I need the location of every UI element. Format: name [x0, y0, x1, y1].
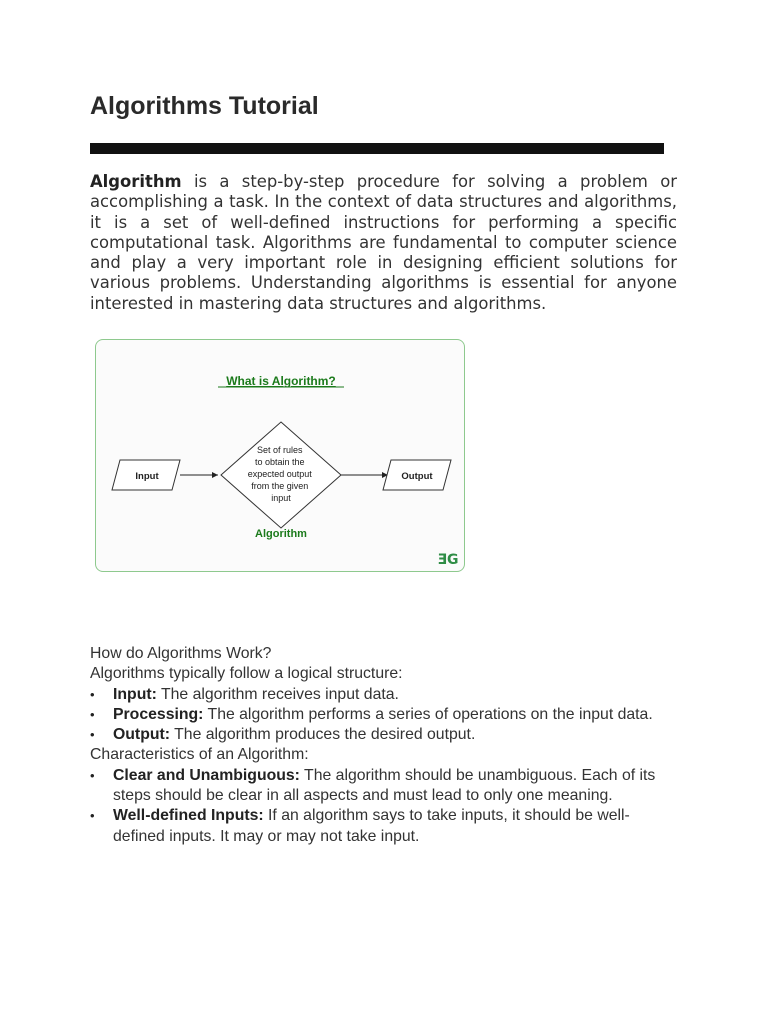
- diamond-line: expected output: [247, 469, 312, 479]
- list-item: [90, 725, 680, 745]
- gfg-logo-icon: ƎG: [437, 552, 459, 568]
- characteristic-text: The algorithm should be unambiguous. Each of its steps should be clear in all aspects and must lead to only one meaning.: [113, 766, 656, 805]
- input-label: Input: [135, 471, 159, 482]
- algorithm-diagram: [95, 339, 465, 572]
- characteristic-text: If an algorithm says to take inputs, it should be well-defined inputs. It may or may not take input.: [113, 807, 630, 845]
- intro-term: Algorithm: [90, 172, 182, 191]
- diamond-line: to obtain the: [254, 457, 305, 467]
- diamond-line: from the given: [251, 481, 309, 491]
- characteristic-label: Well-defined Inputs:: [113, 807, 264, 825]
- intro-paragraph: [90, 172, 677, 314]
- step-text: The algorithm produces the desired output.: [170, 726, 476, 744]
- diagram-caption: Algorithm: [255, 528, 307, 540]
- list-item: [90, 685, 680, 705]
- step-label: Processing:: [113, 705, 204, 723]
- list-item: [90, 766, 680, 807]
- how-heading: How do Algorithms Work?: [90, 645, 272, 662]
- list-item: [90, 806, 680, 847]
- step-label: Input:: [113, 685, 157, 703]
- title-divider: [90, 143, 664, 154]
- diamond-line: input: [271, 493, 291, 503]
- diagram-svg: [96, 340, 466, 573]
- content-section: [90, 644, 680, 847]
- step-text: The algorithm receives input data.: [156, 685, 399, 703]
- output-label: Output: [401, 471, 433, 482]
- list-item: [90, 705, 680, 725]
- characteristics-heading: Characteristics of an Algorithm:: [90, 746, 309, 764]
- step-text: The algorithm performs a series of operations on the input data.: [203, 705, 653, 723]
- diamond-line: Set of rules: [256, 445, 303, 455]
- intro-text: is a step-by-step procedure for solving a problem or accomplishing a task. In the context of data structures and algorithms, it is a set of well-defined instructions for performing a specific computational task. Algorithms are fundamental to computer science and play a very important role in designing efficient solutions for various problems. Understanding algorithms is essential for anyone interested in mastering data structures and algorithms.: [90, 172, 677, 313]
- step-label: Output:: [113, 726, 171, 744]
- page-title: Algorithms Tutorial: [90, 92, 319, 120]
- diagram-heading: What is Algorithm?: [226, 374, 336, 388]
- arrow-head-1: [212, 472, 218, 478]
- characteristics-list: [90, 766, 680, 847]
- characteristic-label: Clear and Unambiguous:: [113, 766, 300, 784]
- steps-list: [90, 685, 680, 746]
- how-intro: Algorithms typically follow a logical structure:: [90, 665, 403, 683]
